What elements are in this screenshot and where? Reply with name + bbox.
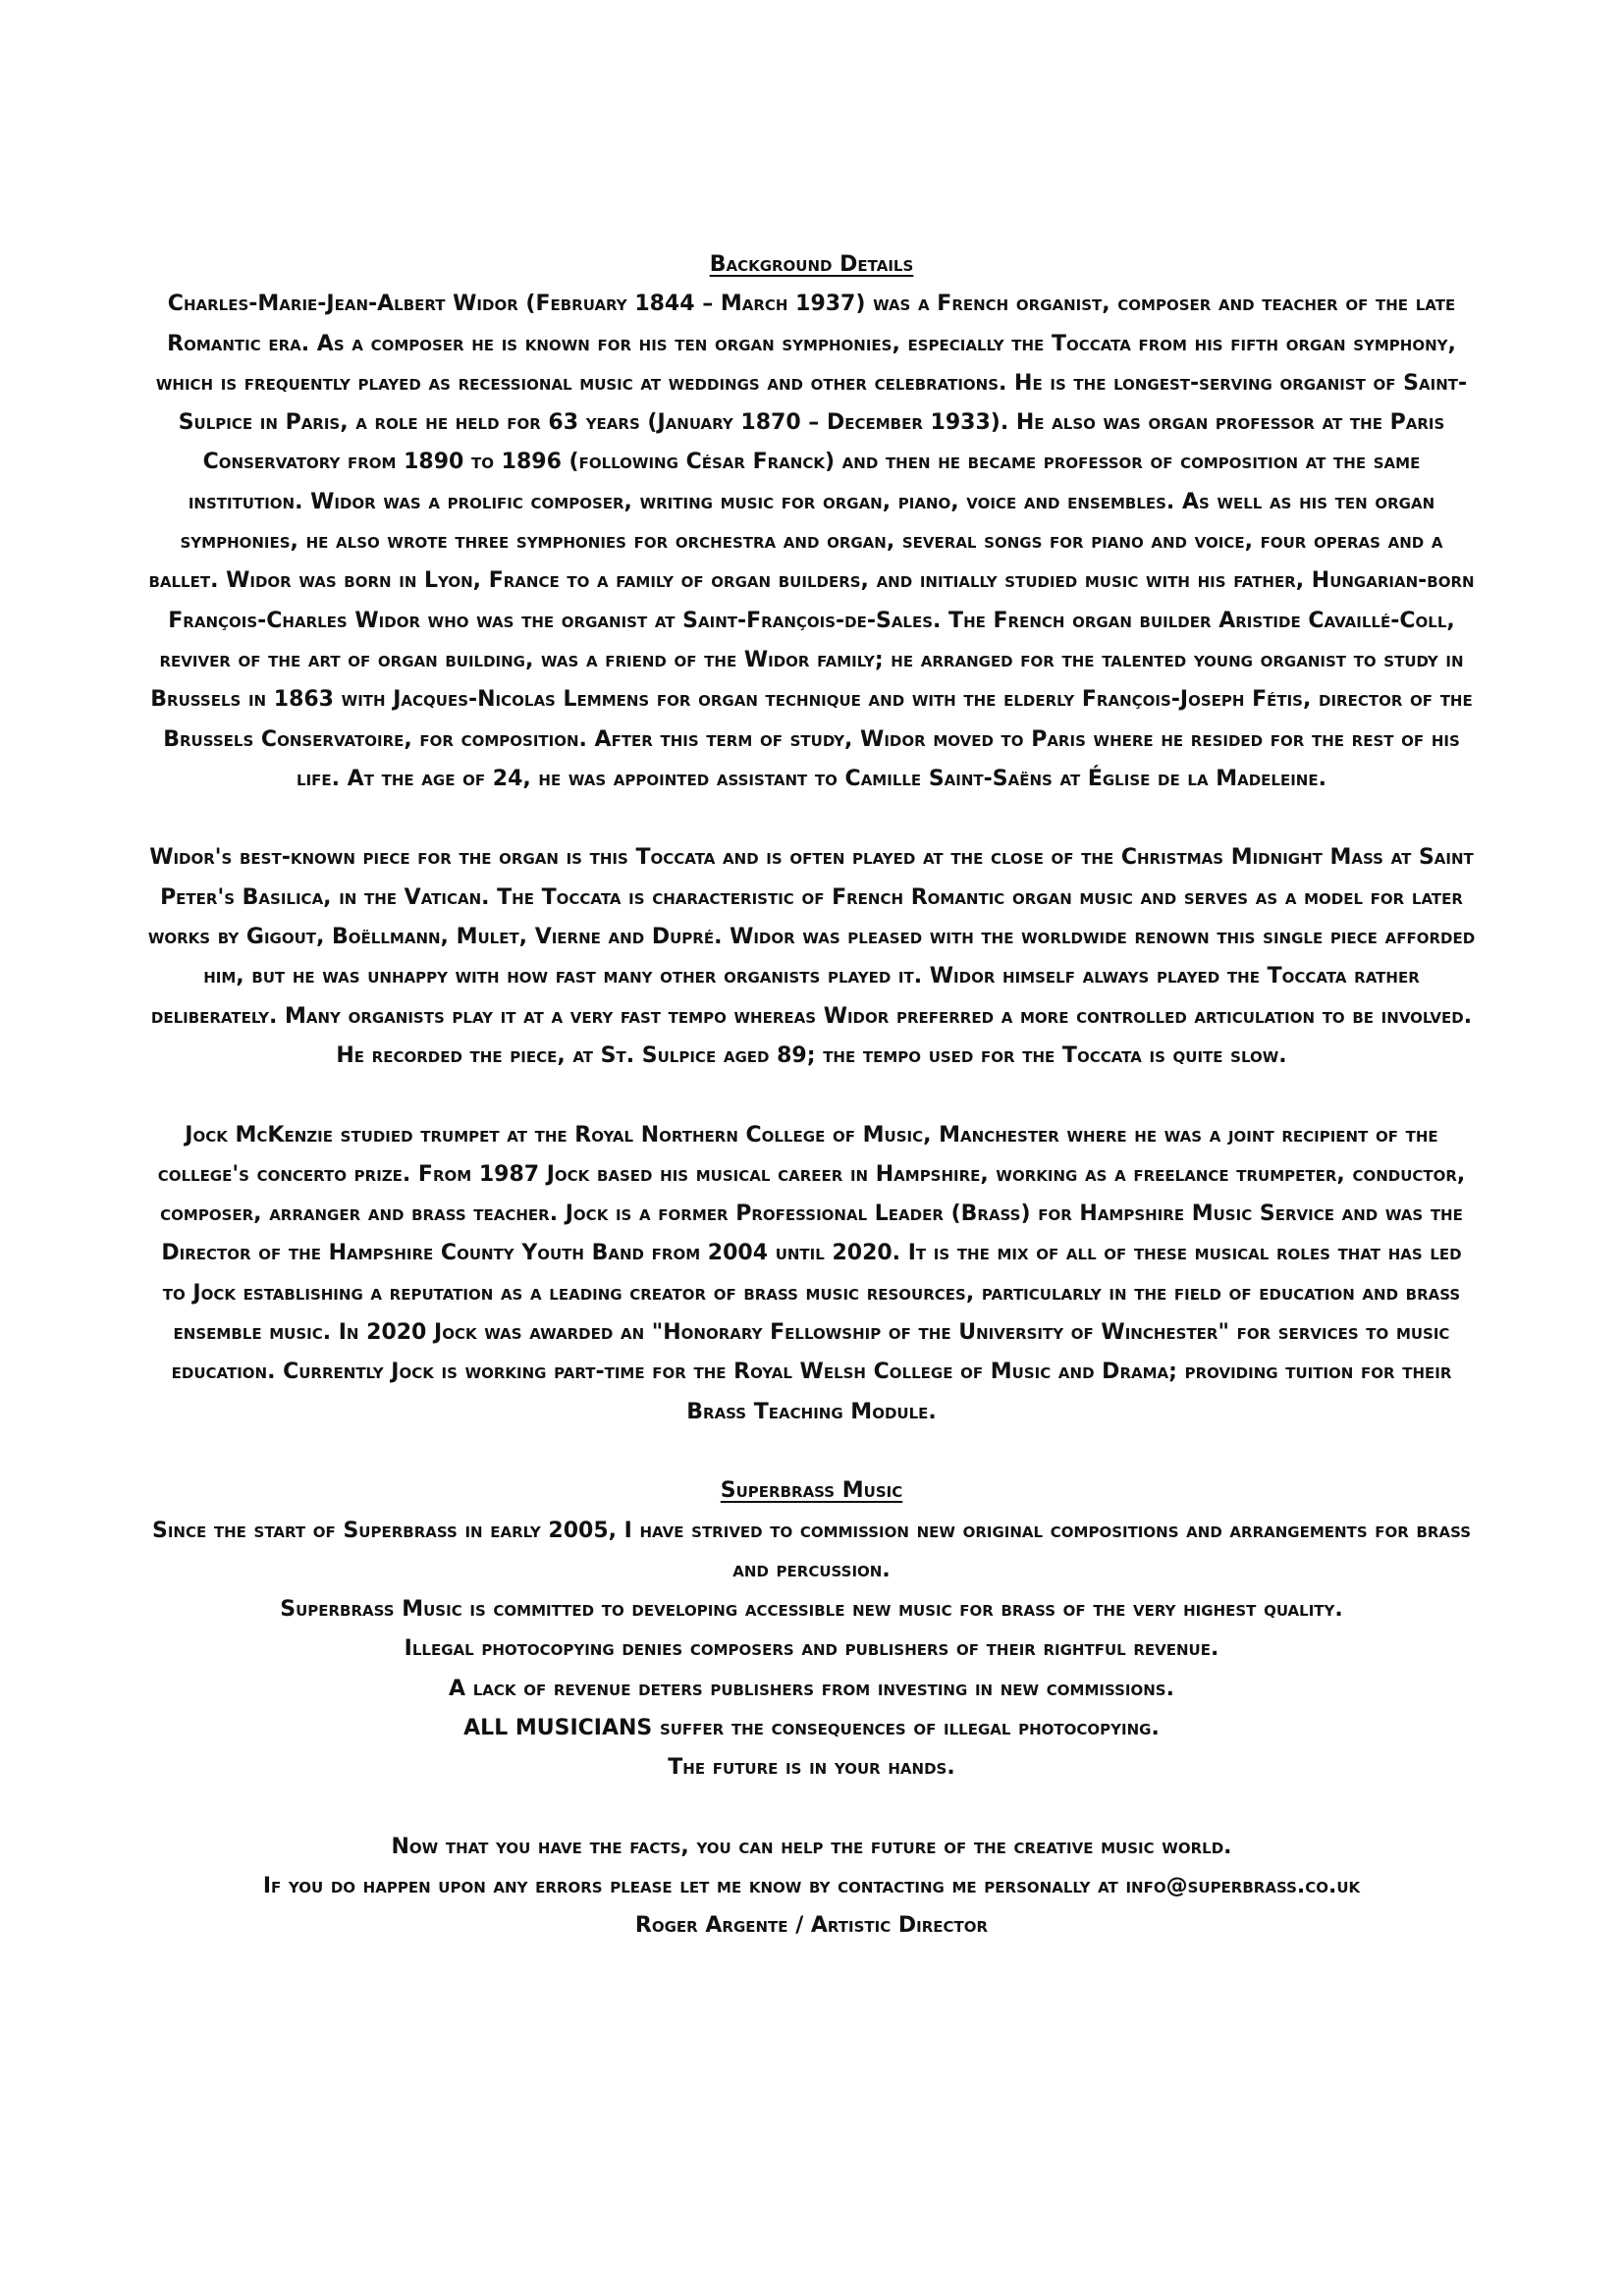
all-musicians-emphasis: ALL MUSICIANS <box>463 1715 653 1740</box>
errors-contact-line: If you do happen upon any errors please let me know by contacting me personally at info@superbrass.co.uk <box>262 1874 1361 1899</box>
paragraph-spacer <box>147 1789 1476 1828</box>
future-line: The future is in your hands. <box>668 1755 955 1781</box>
paragraph-spacer <box>147 1432 1476 1471</box>
superbrass-commitment-line: Superbrass Music is committed to developing accessible new music for brass of the very highest quality. <box>280 1597 1343 1623</box>
consequences-text: suffer the consequences of illegal photocopying. <box>652 1715 1160 1740</box>
toccata-paragraph: Widor's best-known piece for the organ is this Toccata and is often played at the close of the Christmas Midnight Mass at Saint Peter's Basilica, in the Vatican. The Toccata is characteristic of French Romantic organ music and serves as a model for later works by Gigout, Boëllmann, Mulet, Vierne and Dupré. Widor was pleased with the worldwide renown this single piece afforded him, but he was unhappy with how fast many other organists played it. Widor himself always played the Toccata rather deliberately. Many organists play it at a very fast tempo whereas Widor preferred a more controlled articulation to be involved. He recorded the piece, at St. Sulpice aged 89; the tempo used for the Toccata is quite slow. <box>147 845 1476 1068</box>
revenue-warning-line: A lack of revenue deters publishers from investing in new commissions. <box>449 1676 1174 1701</box>
photocopying-warning-line: Illegal photocopying denies composers and publishers of their rightful revenue. <box>404 1636 1219 1662</box>
document-page <box>147 245 1476 1947</box>
superbrass-heading: Superbrass Music <box>720 1478 903 1504</box>
closing-facts-line: Now that you have the facts, you can help the future of the creative music world. <box>391 1834 1232 1859</box>
paragraph-spacer <box>147 799 1476 838</box>
superbrass-intro-line: Since the start of Superbrass in early 2005, I have strived to commission new original compositions and arrangements for brass and percussion. <box>151 1518 1472 1582</box>
widor-biography-paragraph: Charles-Marie-Jean-Albert Widor (February 1844 – March 1937) was a French organist, composer and teacher of the late Romantic era. As a composer he is known for his ten organ symphonies, especially the Toccata from his fifth organ symphony, which is frequently played as recessional music at weddings and other celebrations. He is the longest-serving organist of Saint-Sulpice in Paris, a role he held for 63 years (January 1870 – December 1933). He also was organ professor at the Paris Conservatory from 1890 to 1896 (following César Franck) and then he became professor of composition at the same institution. Widor was a prolific composer, writing music for organ, piano, voice and ensembles. As well as his ten organ symphonies, he also wrote three symphonies for orchestra and organ, several songs for piano and voice, four operas and a ballet. Widor was born in Lyon, France to a family of organ builders, and initially studied music with his father, Hungarian-born François-Charles Widor who was the organist at Saint-François-de-Sales. The French organ builder Aristide Cavaillé-Coll, reviver of the art of organ building, was a friend of the Widor family; he arranged for the talented young organist to study in Brussels in 1863 with Jacques-Nicolas Lemmens for organ technique and with the elderly François-Joseph Fétis, director of the Brussels Conservatoire, for composition. After this term of study, Widor moved to Paris where he resided for the rest of his life. At the age of 24, he was appointed assistant to Camille Saint-Saëns at Église de la Madeleine. <box>148 292 1475 791</box>
arranger-biography-paragraph: Jock McKenzie studied trumpet at the Royal Northern College of Music, Manchester where he was a joint recipient of the college's concerto prize. From 1987 Jock based his musical career in Hampshire, working as a freelance trumpeter, conductor, composer, arranger and brass teacher. Jock is a former Professional Leader (Brass) for Hampshire Music Service and was the Director of the Hampshire County Youth Band from 2004 until 2020. It is the mix of all of these musical roles that has led to Jock establishing a reputation as a leading creator of brass music resources, particularly in the field of education and brass ensemble music. In 2020 Jock was awarded an "Honorary Fellowship of the University of Winchester" for services to music education. Currently Jock is working part-time for the Royal Welsh College of Music and Drama; providing tuition for their Brass Teaching Module. <box>157 1122 1466 1424</box>
background-heading: Background Details <box>709 252 914 277</box>
musicians-consequences-line <box>147 1709 1476 1748</box>
paragraph-spacer <box>147 1076 1476 1115</box>
signature-line: Roger Argente / Artistic Director <box>634 1913 989 1939</box>
